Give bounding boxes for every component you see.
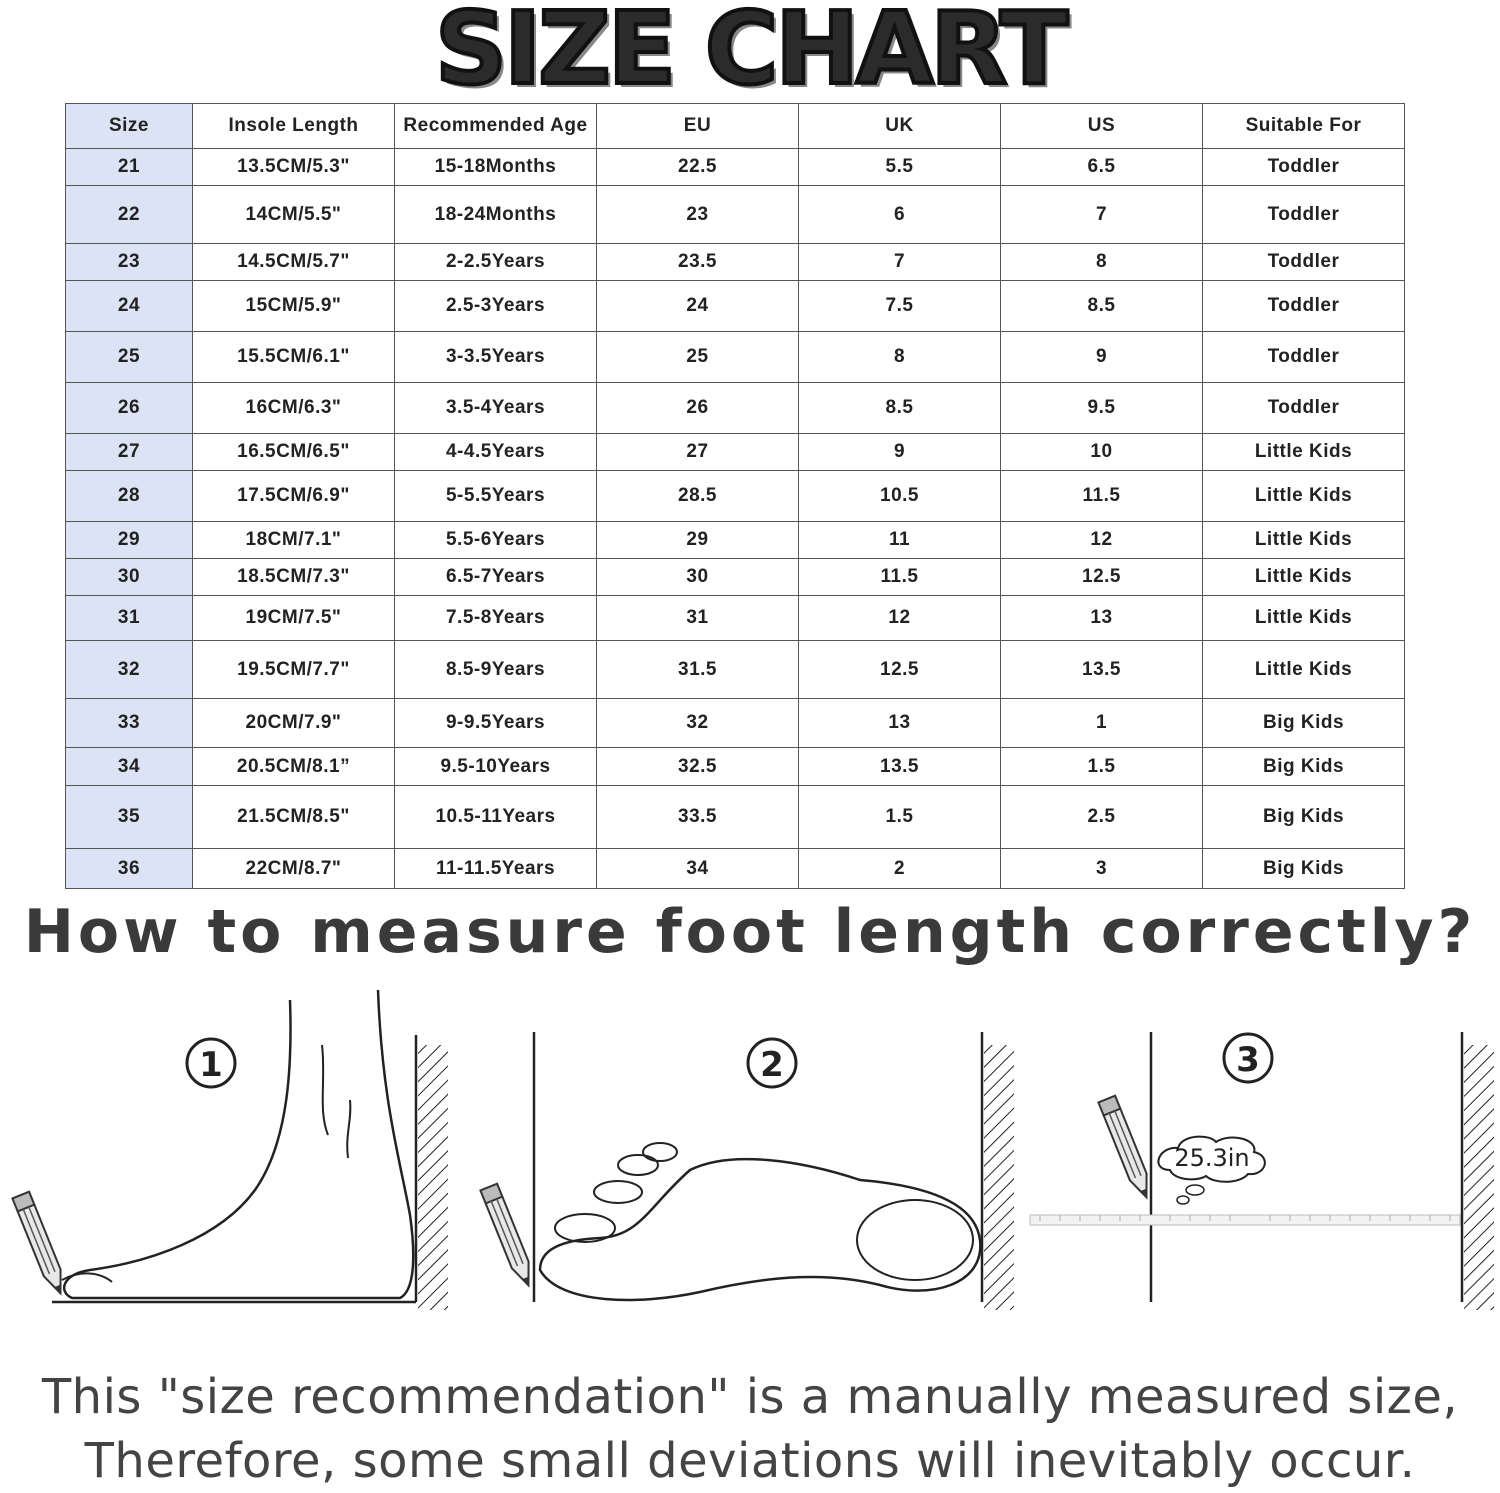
cell-insole-length: 14.5CM/5.7" [193,244,395,281]
table-row [66,471,1405,522]
step-3-number: 3 [1236,1040,1260,1080]
cell-uk: 10.5 [799,471,1001,522]
cell-uk: 1.5 [799,786,1001,849]
cell-insole-length: 14CM/5.5" [193,186,395,244]
wall-hatch-2 [984,1045,1014,1310]
cell-eu: 22.5 [597,149,799,186]
cell-size: 24 [66,281,193,332]
table-row [66,244,1405,281]
cell-size: 22 [66,186,193,244]
cell-us: 8 [1001,244,1203,281]
header-eu: EU [597,104,799,149]
cell-uk: 13.5 [799,748,1001,786]
cell-recommended-age: 18-24Months [395,186,597,244]
cell-recommended-age: 7.5-8Years [395,596,597,641]
cell-us: 13 [1001,596,1203,641]
cell-uk: 12 [799,596,1001,641]
cell-uk: 2 [799,849,1001,889]
cell-size: 27 [66,434,193,471]
cell-eu: 34 [597,849,799,889]
step-1-panel [12,990,448,1310]
table-row [66,149,1405,186]
cell-uk: 11.5 [799,559,1001,596]
step-3-panel [1030,1032,1494,1310]
cell-size: 32 [66,641,193,699]
cell-insole-length: 19.5CM/7.7" [193,641,395,699]
cell-suitable-for: Little Kids [1203,559,1405,596]
cell-size: 25 [66,332,193,383]
cell-recommended-age: 6.5-7Years [395,559,597,596]
cell-us: 7 [1001,186,1203,244]
cell-insole-length: 20CM/7.9" [193,699,395,748]
table-row [66,332,1405,383]
disclaimer-note [0,1365,1500,1493]
cell-suitable-for: Toddler [1203,186,1405,244]
header-size: Size [66,104,193,149]
cell-insole-length: 18CM/7.1" [193,522,395,559]
cell-insole-length: 19CM/7.5" [193,596,395,641]
cell-insole-length: 16CM/6.3" [193,383,395,434]
cell-suitable-for: Toddler [1203,244,1405,281]
ruler [1030,1215,1460,1225]
cell-suitable-for: Toddler [1203,383,1405,434]
cell-us: 9 [1001,332,1203,383]
header-insole-length: Insole Length [193,104,395,149]
cell-size: 26 [66,383,193,434]
cell-suitable-for: Big Kids [1203,849,1405,889]
cell-recommended-age: 2.5-3Years [395,281,597,332]
cell-insole-length: 16.5CM/6.5" [193,434,395,471]
cell-us: 9.5 [1001,383,1203,434]
cell-size: 35 [66,786,193,849]
header-us: US [1001,104,1203,149]
cell-insole-length: 21.5CM/8.5" [193,786,395,849]
cell-uk: 13 [799,699,1001,748]
cell-us: 1 [1001,699,1203,748]
cell-recommended-age: 9-9.5Years [395,699,597,748]
table-row [66,522,1405,559]
cell-uk: 9 [799,434,1001,471]
cell-uk: 7 [799,244,1001,281]
cell-eu: 23 [597,186,799,244]
cell-suitable-for: Big Kids [1203,699,1405,748]
header-uk: UK [799,104,1001,149]
cell-suitable-for: Little Kids [1203,522,1405,559]
cell-insole-length: 22CM/8.7" [193,849,395,889]
table-row [66,641,1405,699]
cell-size: 36 [66,849,193,889]
cell-recommended-age: 15-18Months [395,149,597,186]
cell-eu: 29 [597,522,799,559]
cell-eu: 32 [597,699,799,748]
cell-eu: 23.5 [597,244,799,281]
cell-eu: 25 [597,332,799,383]
cell-insole-length: 15.5CM/6.1" [193,332,395,383]
cell-recommended-age: 9.5-10Years [395,748,597,786]
cell-suitable-for: Little Kids [1203,434,1405,471]
header-recommended-age: Recommended Age [395,104,597,149]
table-row [66,786,1405,849]
foot-side-outline [64,990,413,1298]
cell-suitable-for: Little Kids [1203,471,1405,522]
cell-suitable-for: Little Kids [1203,596,1405,641]
cell-size: 33 [66,699,193,748]
table-row [66,434,1405,471]
cell-insole-length: 15CM/5.9" [193,281,395,332]
size-chart-table [65,103,1405,889]
cell-recommended-age: 5.5-6Years [395,522,597,559]
table-row [66,699,1405,748]
table-row [66,849,1405,889]
cell-recommended-age: 3.5-4Years [395,383,597,434]
cell-us: 2.5 [1001,786,1203,849]
table-row [66,559,1405,596]
cell-recommended-age: 10.5-11Years [395,786,597,849]
cell-size: 34 [66,748,193,786]
wall-hatch-3 [1464,1045,1494,1310]
foot-sole-outline [540,1159,980,1300]
disclaimer-line-1: This "size recommendation" is a manually measured size, [41,1369,1459,1425]
cell-us: 6.5 [1001,149,1203,186]
table-row [66,383,1405,434]
cell-uk: 8.5 [799,383,1001,434]
cell-uk: 5.5 [799,149,1001,186]
cell-us: 13.5 [1001,641,1203,699]
cell-eu: 26 [597,383,799,434]
cell-suitable-for: Little Kids [1203,641,1405,699]
cell-suitable-for: Big Kids [1203,748,1405,786]
measurement-value: 25.3in [1174,1144,1250,1172]
cell-suitable-for: Toddler [1203,281,1405,332]
table-row [66,281,1405,332]
step-2-panel [480,1032,1014,1310]
page-title: SIZE CHART [434,0,1066,107]
cell-eu: 28.5 [597,471,799,522]
cell-recommended-age: 5-5.5Years [395,471,597,522]
cell-recommended-age: 11-11.5Years [395,849,597,889]
step-1-number: 1 [199,1045,223,1085]
cell-uk: 7.5 [799,281,1001,332]
cell-insole-length: 20.5CM/8.1” [193,748,395,786]
measure-heading: How to measure foot length correctly? [23,897,1477,967]
cell-suitable-for: Toddler [1203,149,1405,186]
cell-size: 29 [66,522,193,559]
cell-insole-length: 18.5CM/7.3" [193,559,395,596]
cell-size: 30 [66,559,193,596]
cell-insole-length: 17.5CM/6.9" [193,471,395,522]
cell-eu: 33.5 [597,786,799,849]
cell-us: 11.5 [1001,471,1203,522]
cell-eu: 32.5 [597,748,799,786]
cell-us: 12.5 [1001,559,1203,596]
cell-eu: 31 [597,596,799,641]
cell-recommended-age: 8.5-9Years [395,641,597,699]
cell-suitable-for: Toddler [1203,332,1405,383]
cell-size: 28 [66,471,193,522]
cell-uk: 12.5 [799,641,1001,699]
cell-uk: 8 [799,332,1001,383]
cell-eu: 30 [597,559,799,596]
cell-us: 3 [1001,849,1203,889]
disclaimer-line-2: Therefore, some small deviations will inevitably occur. [84,1433,1416,1489]
cell-us: 8.5 [1001,281,1203,332]
table-row [66,186,1405,244]
cell-uk: 6 [799,186,1001,244]
cell-size: 21 [66,149,193,186]
table-header-row [66,104,1405,149]
cell-eu: 31.5 [597,641,799,699]
cell-recommended-age: 2-2.5Years [395,244,597,281]
wall-hatch-1 [418,1045,448,1310]
cell-us: 10 [1001,434,1203,471]
cell-uk: 11 [799,522,1001,559]
cell-size: 31 [66,596,193,641]
cell-us: 1.5 [1001,748,1203,786]
cell-suitable-for: Big Kids [1203,786,1405,849]
cell-recommended-age: 4-4.5Years [395,434,597,471]
cell-size: 23 [66,244,193,281]
cell-us: 12 [1001,522,1203,559]
cell-eu: 24 [597,281,799,332]
cell-eu: 27 [597,434,799,471]
header-suitable-for: Suitable For [1203,104,1405,149]
measurement-illustration [0,980,1500,1320]
step-2-number: 2 [760,1045,784,1085]
cell-recommended-age: 3-3.5Years [395,332,597,383]
table-row [66,748,1405,786]
table-row [66,596,1405,641]
cell-insole-length: 13.5CM/5.3" [193,149,395,186]
